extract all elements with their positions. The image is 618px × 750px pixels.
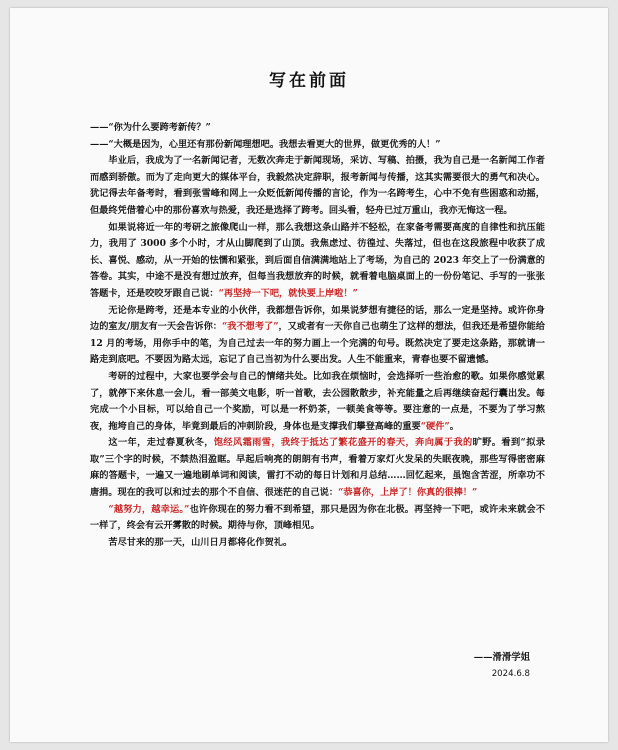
paragraph-4 bbox=[90, 369, 545, 435]
page-title: 写在前面 bbox=[269, 71, 349, 91]
question-line: ——“你为什么要跨考新传？” bbox=[90, 122, 211, 133]
paragraph-6-quote: “越努力，越幸运。” bbox=[108, 503, 190, 515]
document-page bbox=[10, 8, 608, 742]
paragraph-5-highlight-a: 饱经风霜雨雪，我终于抵达了繁花盛开的春天，奔向属于我的 bbox=[213, 437, 473, 449]
signature-block bbox=[474, 650, 530, 682]
paragraph-5-text-b: 旷野。看到“拟录取”三个字的时候，不禁热泪盈眶。早起后响亮的朗朗有书声，看着万家灯火发呆的失眠夜晚，那些写得密密麻麻的答题卡，一遍又一遍地刷单词和阅读，雷打不动的每日计划和月总结……回忆起来，虽饱含苦涩，所幸功不唐捐。现在的我可以和过去的那个不自信、很迷茫的自己说： bbox=[90, 437, 546, 499]
paragraph-4-text-a: 考研的过程中，大家也要学会与自己的情绪共处。比如我在烦恼时，会选择听一些治愈的歌。如果你感觉累了，就停下来休息一会儿，看一部美文电影，听一首歌，去公园散散步，补充能量之后再继续奋起行囊出发。每完成一个小目标，可以给自己一个奖励，可以是一杯奶茶，一顿美食等等。要注意的一点是，不要为了学习熬夜，拖垮自己的身体，毕竟到最后的冲刺阶段，身体也是支撑我们攀登高峰的重要 bbox=[90, 370, 545, 432]
paragraph-2-highlight: “再坚持一下吧，就快要上岸啦！” bbox=[218, 287, 358, 299]
paragraph-6 bbox=[90, 502, 545, 535]
paragraph-3-text-b: ，又或者有一天你自己也萌生了这样的想法，但我还是希望你能给 12 月的考场，用你手中的笔，为自己过去一年的努力画上一个完满的句号。既然决定了要走这条路，那就请一路走到底吧。不要因为路太远，忘记了自己当初为什么要出发。人生不能重来，青春也要不留遗憾。 bbox=[90, 321, 545, 366]
paragraph-2 bbox=[90, 220, 545, 303]
paragraph-4-text-b: 。 bbox=[449, 420, 459, 432]
paragraph-2-text: 如果说将近一年的考研之旅像爬山一样，那么我想这条山路并不轻松，在家备考需要高度的自律性和抗压能力，我用了 3000 多个小时，才从山脚爬到了山顶。我焦虑过、彷徨过、失落过，但也在这段旅程中收获了成长、喜悦、感动，从一开始的怯懦和紧张，到后面自信满满地站上了考场，为自己的 2023 年交上了一份满意的答卷。其实，中途不是没有想过放弃，但每当我想放弃的时候，就看着电脑桌面上的一份份笔记、手写的一张张答题卡，还是咬咬牙跟自己说： bbox=[90, 221, 545, 299]
paragraph-3 bbox=[90, 303, 545, 369]
paragraph-1: 毕业后，我成为了一名新闻记者，无数次奔走于新闻现场，采访、写稿、拍摄，我为自己是一名新闻工作者而感到骄傲。而为了走向更大的媒体平台，我毅然决定辞职，报考新闻与传播，这其实需要很大的勇气和决心。犹记得去年备考时，看到张雪峰和网上一众贬低新闻传播的言论，作为一名跨考生，心中不免有些困惑和动摇，但最终凭借着心中的那份喜欢与热爱，我还是选择了跨考。回头看，轻舟已过万重山，我亦无悔这一程。 bbox=[90, 155, 545, 216]
paragraph-5 bbox=[90, 435, 545, 501]
paragraph-5-text-a: 这一年，走过春夏秋冬， bbox=[108, 437, 214, 449]
document-body bbox=[90, 120, 545, 551]
paragraph-7: 苦尽甘来的那一天，山川日月都将化作贺礼。 bbox=[108, 536, 293, 548]
signature: ——滑滑学姐 bbox=[473, 652, 530, 663]
paragraph-3-text-a: 无论你是跨考，还是本专业的小伙伴，我都想告诉你，如果说梦想有捷径的话，那么一定是坚持。或许你身边的室友/朋友有一天会告诉你： bbox=[90, 304, 545, 333]
answer-line: ——“大概是因为，心里还有那份新闻理想吧。我想去看更大的世界，做更优秀的人！” bbox=[90, 138, 441, 150]
paragraph-6-text: 也许你现在的努力看不到希望，那只是因为你在北极。再坚持一下吧，或许未来就会不一样了，终会有云开雾散的时候。期待与你，顶峰相见。 bbox=[90, 503, 545, 532]
paragraph-5-highlight-b: “恭喜你，上岸了！你真的很棒！” bbox=[338, 487, 478, 499]
paragraph-3-highlight: “我不想考了” bbox=[222, 321, 279, 333]
date: 2024.6.8 bbox=[491, 669, 530, 679]
paragraph-4-highlight: “硬件” bbox=[420, 420, 450, 432]
